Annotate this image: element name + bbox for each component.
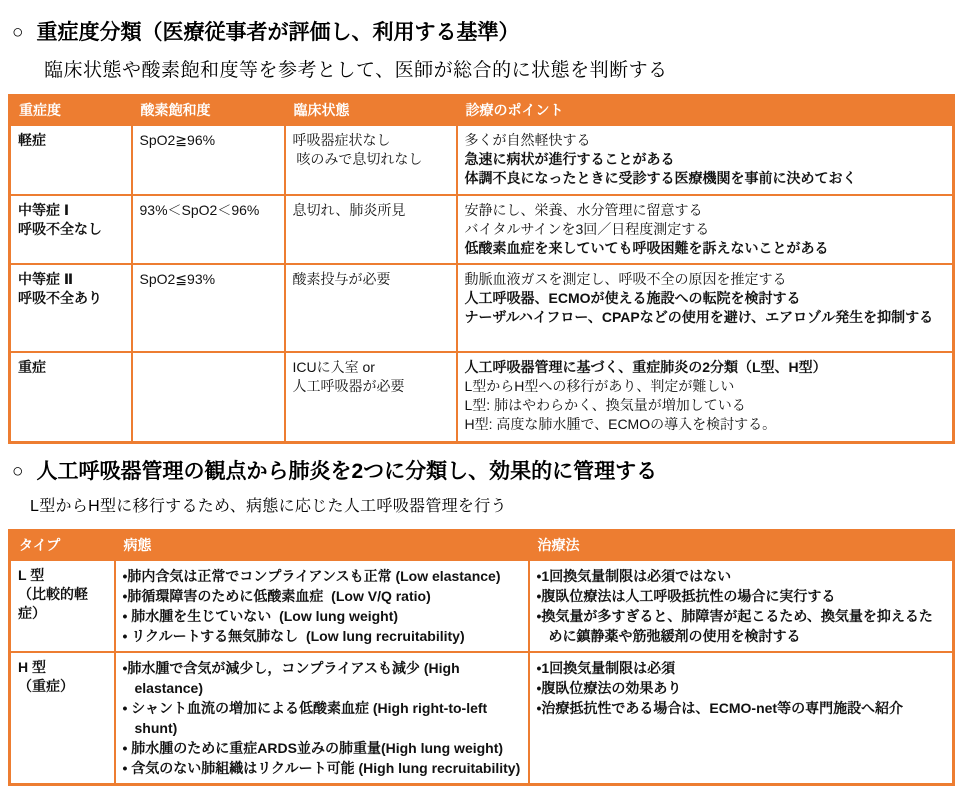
- pathology-cell: [115, 652, 529, 785]
- section2-heading: [12, 444, 960, 485]
- point-line: 体調不良になったときに受診する医療機関を事前に決めておく: [464, 170, 857, 186]
- pathology-bullet: •肺循環障害のために低酸素血症 (Low V/Q ratio): [122, 587, 431, 604]
- point-line: 人工呼吸器管理に基づく、重症肺炎の2分類（L型、H型）: [464, 359, 827, 375]
- clinical-cell: [285, 195, 457, 264]
- table-row: [10, 264, 954, 352]
- treatment-bullet: •腹臥位療法は人工呼吸抵抗性の場合に実行する: [536, 587, 836, 604]
- circle-marker: ○: [12, 460, 24, 482]
- type-label: （比較的軽症）: [18, 585, 88, 621]
- severity-label: 重症: [18, 359, 46, 375]
- points-cell: [457, 195, 954, 264]
- clinical-line: 呼吸器症状なし: [292, 132, 391, 148]
- treatment-cell: [529, 560, 954, 652]
- type-label: L 型: [18, 566, 45, 583]
- column-header: タイプ: [10, 530, 115, 560]
- type-cell: [10, 560, 115, 652]
- point-line: 多くが自然軽快する: [464, 132, 591, 148]
- point-line: ナーザルハイフロー、CPAPなどの使用を避け、エアロゾル発生を抑制する: [464, 309, 934, 325]
- severity-table: [8, 94, 955, 444]
- severity-cell: [10, 195, 132, 264]
- clinical-line: ICUに入室 or: [292, 359, 375, 375]
- points-cell: [457, 125, 954, 195]
- section1-subtitle: 臨床状態や酸素飽和度等を参考として、医師が総合的に状態を判断する: [44, 60, 668, 81]
- column-header: 診療のポイント: [457, 96, 954, 126]
- column-header: 臨床状態: [285, 96, 457, 126]
- type-cell: [10, 652, 115, 785]
- table-row: [10, 352, 954, 442]
- points-cell: [457, 352, 954, 442]
- table-header-row: [10, 530, 954, 560]
- section2-subtitle: L型からH型に移行するため、病態に応じた人工呼吸器管理を行う: [30, 497, 507, 515]
- section1-heading: [12, 0, 960, 46]
- pathology-bullet: • リクルートする無気肺なし (Low lung recruitability): [122, 627, 465, 644]
- severity-label: 中等症 Ⅰ: [18, 202, 70, 218]
- treatment-bullet: •1回換気量制限は必須ではない: [536, 567, 732, 584]
- point-line: 動脈血液ガスを測定し、呼吸不全の原因を推定する: [464, 271, 787, 287]
- spo2-cell: SpO2≦93%: [132, 264, 285, 352]
- point-line: 人工呼吸器、ECMOが使える施設への転院を検討する: [464, 290, 801, 306]
- pathology-bullet: •肺水腫で含気が減少し，コンプライアスも減少 (High elastance): [122, 659, 464, 696]
- column-header: 酸素飽和度: [132, 96, 285, 126]
- pathology-bullet: • 肺水腫のために重症ARDS並みの肺重量(High lung weight): [122, 739, 504, 756]
- clinical-cell: [285, 125, 457, 195]
- point-line: L型からH型への移行があり、判定が難しい: [464, 378, 735, 394]
- table-row: [10, 125, 954, 195]
- treatment-bullet: •治療抵抗性である場合は、ECMO-net等の専門施設へ紹介: [536, 699, 904, 716]
- column-header: 病態: [115, 530, 529, 560]
- clinical-line: 人工呼吸器が必要: [292, 378, 405, 394]
- section1-title: 重症度分類（医療従事者が評価し、利用する基準）: [36, 21, 520, 44]
- type-label: H 型: [18, 658, 46, 675]
- clinical-cell: [285, 264, 457, 352]
- spo2-cell: SpO2≧96%: [132, 125, 285, 195]
- severity-label: 呼吸不全あり: [18, 290, 102, 306]
- pathology-bullet: • 含気のない肺組織はリクルート可能 (High lung recruitability): [122, 759, 521, 776]
- table-row: [10, 195, 954, 264]
- spo2-cell: 93%＜SpO2＜96%: [132, 195, 285, 264]
- section2-title: 人工呼吸器管理の観点から肺炎を2つに分類し、効果的に管理する: [36, 459, 658, 483]
- clinical-line: 咳のみで息切れなし: [292, 151, 423, 167]
- column-header: 治療法: [529, 530, 954, 560]
- treatment-cell: [529, 652, 954, 785]
- point-line: H型: 高度な肺水腫で、ECMOの導入を検討する。: [464, 416, 777, 432]
- severity-label: 中等症 Ⅱ: [18, 271, 74, 287]
- treatment-bullet: •腹臥位療法の効果あり: [536, 679, 682, 696]
- points-cell: [457, 264, 954, 352]
- type-label: （重症）: [18, 677, 74, 694]
- treatment-bullet: •1回換気量制限は必須: [536, 659, 676, 676]
- column-header: 重症度: [10, 96, 132, 126]
- point-line: バイタルサインを3回／日程度測定する: [464, 221, 710, 237]
- severity-label: 呼吸不全なし: [18, 221, 102, 237]
- clinical-line: 息切れ、肺炎所見: [292, 202, 406, 218]
- severity-cell: [10, 125, 132, 195]
- treatment-bullet: •換気量が多すぎると、肺障害が起こるため、換気量を抑えるために鎮静薬や筋弛緩剤の使用を検討する: [536, 607, 933, 644]
- table-header-row: [10, 96, 954, 126]
- circle-marker: ○: [12, 22, 24, 43]
- type-table: [8, 529, 955, 786]
- point-line: 低酸素血症を来していても呼吸困難を訴えないことがある: [464, 240, 829, 256]
- severity-cell: [10, 264, 132, 352]
- severity-label: 軽症: [18, 132, 46, 148]
- severity-cell: [10, 352, 132, 442]
- table-row: [10, 560, 954, 652]
- point-line: 安静にし、栄養、水分管理に留意する: [464, 202, 703, 218]
- table-row: [10, 652, 954, 785]
- spo2-cell: [132, 352, 285, 442]
- clinical-line: 酸素投与が必要: [292, 271, 391, 287]
- pathology-bullet: • 肺水腫を生じていない (Low lung weight): [122, 607, 399, 624]
- clinical-cell: [285, 352, 457, 442]
- point-line: 急速に病状が進行することがある: [464, 151, 675, 167]
- pathology-bullet: • シャント血流の増加による低酸素血症 (High right-to-left shunt): [122, 699, 492, 736]
- point-line: L型: 肺はやわらかく、換気量が増加している: [464, 397, 746, 413]
- pathology-cell: [115, 560, 529, 652]
- pathology-bullet: •肺内含気は正常でコンプライアンスも正常 (Low elastance): [122, 567, 501, 584]
